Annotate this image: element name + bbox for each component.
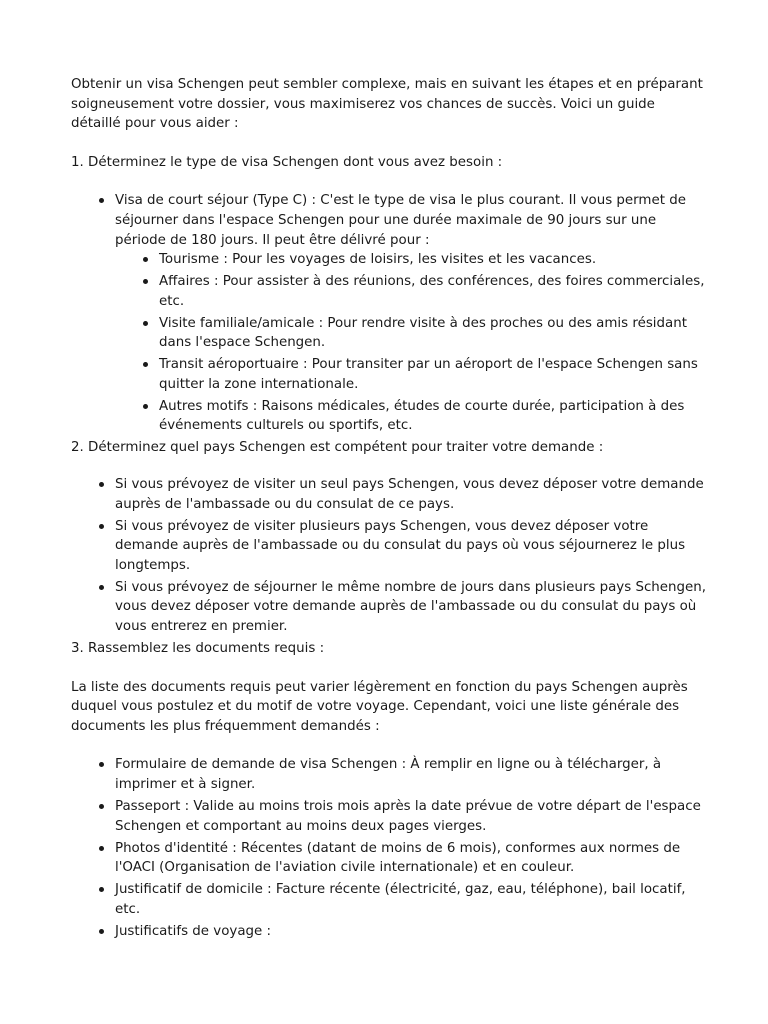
bullet-icon — [99, 198, 104, 203]
bullet-icon — [99, 762, 104, 767]
list-item-text: Formulaire de demande de visa Schengen : À remplir en ligne ou à télécharger, à imprimer et à signer. — [115, 757, 662, 792]
list-item-text: Passeport : Valide au moins trois mois après la date prévue de votre départ de l'espace Schengen et comportant au moins deux pages vierges. — [115, 798, 701, 834]
bullet-icon — [99, 804, 104, 809]
list-item — [159, 397, 708, 436]
bullet-icon — [99, 482, 104, 487]
documents-paragraph: La liste des documents requis peut varier légèrement en fonction du pays Schengen auprès duquel vous postulez et du motif de votre voyage. Cependant, voici une liste générale des documents les plus fréquemment demandés : — [71, 679, 688, 734]
list-item-text: Visa de court séjour (Type C) : C'est le type de visa le plus courant. Il vous permet de séjourner dans l'espace Schengen pour une durée maximale de 90 jours sur une période de 180 jours. Il peut être délivré pour : — [115, 193, 686, 248]
step-2-list — [71, 475, 708, 637]
list-item — [115, 797, 708, 836]
list-item-text: Affaires : Pour assister à des réunions, des conférences, des foires commerciales, etc. — [159, 274, 705, 309]
list-item-text: Si vous prévoyez de visiter un seul pays Schengen, vous devez déposer votre demande auprès de l'ambassade ou du consulat de ce pays. — [115, 477, 704, 512]
bullet-icon — [143, 321, 148, 326]
list-item — [115, 755, 708, 794]
bullet-icon — [99, 887, 104, 892]
bullet-icon — [143, 404, 148, 409]
list-item-text: Si vous prévoyez de séjourner le même nombre de jours dans plusieurs pays Schengen, vous devez déposer votre demande auprès de l'ambassade ou du consulat du pays où vous entrerez en premier. — [115, 579, 707, 634]
bullet-icon — [143, 279, 148, 284]
list-item-text: Justificatif de domicile : Facture récente (électricité, gaz, eau, téléphone), bail locatif, etc. — [115, 882, 686, 917]
list-item — [115, 880, 708, 919]
step-3-heading: 3. Rassemblez les documents requis : — [71, 640, 325, 656]
list-item — [115, 475, 708, 514]
list-item-text: Autres motifs : Raisons médicales, études de courte durée, participation à des événements culturels ou sportifs, etc. — [159, 398, 685, 434]
list-item — [115, 839, 708, 878]
list-item-text: Si vous prévoyez de visiter plusieurs pays Schengen, vous devez déposer votre demande auprès de l'ambassade ou du consulat du pays où vous séjournerez le plus longtemps. — [115, 518, 686, 573]
step-1-heading: 1. Déterminez le type de visa Schengen dont vous avez besoin : — [71, 154, 503, 170]
list-item-text: Transit aéroportuaire : Pour transiter par un aéroport de l'espace Schengen sans quitter la zone internationale. — [159, 357, 698, 392]
list-item — [159, 250, 708, 270]
intro-paragraph: Obtenir un visa Schengen peut sembler complexe, mais en suivant les étapes et en préparant soigneusement votre dossier, vous maximiserez vos chances de succès. Voici un guide détaillé pour vous aider : — [71, 77, 703, 132]
list-item — [115, 578, 708, 637]
bullet-icon — [143, 362, 148, 367]
bullet-icon — [143, 257, 148, 262]
list-item — [115, 922, 708, 942]
list-item — [159, 355, 708, 394]
list-item — [159, 314, 708, 353]
bullet-icon — [99, 524, 104, 529]
bullet-icon — [99, 929, 104, 934]
documents-list — [71, 755, 708, 941]
list-item-text: Visite familiale/amicale : Pour rendre visite à des proches ou des amis résidant dans l'espace Schengen. — [159, 315, 687, 351]
bullet-icon — [99, 846, 104, 851]
visa-purpose-list — [115, 250, 708, 436]
list-item-text: Tourisme : Pour les voyages de loisirs, les visites et les vacances. — [159, 252, 597, 268]
step-2-heading: 2. Déterminez quel pays Schengen est compétent pour traiter votre demande : — [71, 440, 604, 456]
list-item — [159, 272, 708, 311]
bullet-icon — [99, 585, 104, 590]
step-1-list — [71, 191, 708, 436]
list-item-text: Justificatifs de voyage : — [115, 923, 272, 939]
list-item — [115, 191, 708, 436]
list-item-text: Photos d'identité : Récentes (datant de moins de 6 mois), conformes aux normes de l'OACI (Organisation de l'aviation civile internationale) et en couleur. — [115, 840, 681, 876]
list-item — [115, 517, 708, 576]
